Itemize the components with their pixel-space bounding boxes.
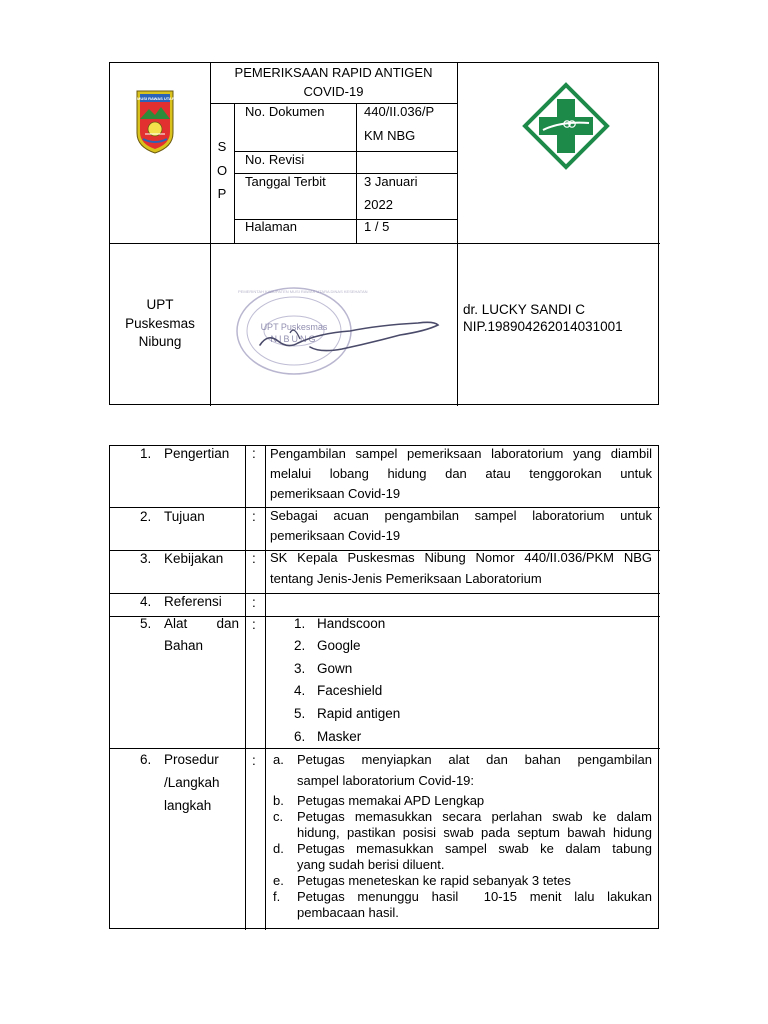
signatory-name: dr. LUCKY SANDI C (463, 302, 586, 317)
sop-letter-o: O (216, 163, 228, 178)
step-d-letter: d. (273, 841, 284, 856)
step-a-line2: sampel laboratorium Covid-19: (297, 773, 475, 788)
material-item-5-number: 5. (294, 706, 306, 721)
section-number-5: 5. (140, 616, 152, 631)
material-item-1: Handscoon (317, 616, 386, 631)
doc-number-value-line2: KM NBG (364, 128, 416, 143)
section-text-3-line2: tentang Jenis-Jenis Pemeriksaan Laboratorium (270, 571, 542, 586)
section-number-1: 1. (140, 446, 152, 461)
section-label-2: Tujuan (164, 509, 205, 524)
doc-number-label: No. Dokumen (245, 104, 325, 119)
material-item-6-number: 6. (294, 729, 306, 744)
material-item-3: Gown (317, 661, 353, 676)
material-item-5: Rapid antigen (317, 706, 401, 721)
step-e-line1: Petugas meneteskan ke rapid sebanyak 3 tetes (297, 873, 571, 888)
material-item-4-number: 4. (294, 683, 306, 698)
step-f-line1: Petugas menunggu hasil 10-15 menit lalu lakukan (297, 889, 652, 904)
material-item-2: Google (317, 638, 361, 653)
page-value: 1 / 5 (364, 219, 390, 234)
issue-date-value-line1: 3 Januari (364, 174, 418, 189)
institution-line1: UPT (146, 297, 174, 312)
section-number-4: 4. (140, 594, 152, 609)
step-f-line2: pembacaan hasil. (297, 905, 399, 920)
section-number-6: 6. (140, 752, 152, 767)
sop-letter-s: S (217, 139, 227, 154)
section-text-2-line2: pemeriksaan Covid-19 (270, 528, 401, 543)
section-label-6-line1: Prosedur (164, 752, 219, 767)
section-label-4: Referensi (164, 594, 222, 609)
stamp-text-top: UPT Puskesmas (260, 322, 328, 332)
doc-number-value-line1: 440/II.036/P (364, 104, 435, 119)
section-label-5-line1: Alat dan (164, 616, 239, 631)
sop-title-line2: COVID-19 (303, 84, 364, 99)
section-label-3: Kebijakan (164, 551, 224, 566)
section-text-3-line1: SK Kepala Puskesmas Nibung Nomor 440/II.036/PKM NBG (270, 550, 652, 565)
section-text-2-line1: Sebagai acuan pengambilan sampel laboratorium untuk (270, 508, 652, 523)
sop-letter-p: P (217, 186, 227, 201)
step-d-line2: yang sudah berisi diluent. (297, 857, 445, 872)
section-label-1: Pengertian (164, 446, 230, 461)
section-label-6-line3: langkah (164, 798, 212, 813)
section-label-6-line2: /Langkah (164, 775, 220, 790)
step-c-letter: c. (273, 809, 284, 824)
step-c-line2: hidung, pastikan posisi swab pada septum bawah hidung (297, 825, 652, 840)
section-number-3: 3. (140, 551, 152, 566)
section-colon-1: : (252, 446, 256, 461)
institution-line2: Puskesmas (125, 316, 195, 331)
regency-emblem-caption: MUSI RAWAS UTARA (137, 96, 178, 101)
step-a-line1: Petugas menyiapkan alat dan bahan pengambilan (297, 752, 652, 767)
step-d-line1: Petugas memasukkan sampel swab ke dalam tabung (297, 841, 652, 856)
section-number-2: 2. (140, 509, 152, 524)
section-label-5-line2: Bahan (164, 638, 204, 653)
signature (250, 303, 450, 363)
section-colon-3: : (252, 551, 256, 566)
health-cross-icon (523, 83, 609, 169)
stamp-ring-text: PEMERINTAH KABUPATEN MUSI RAWAS UTARA DINAS KESEHATAN (238, 289, 368, 294)
section-colon-5: : (252, 617, 256, 632)
material-item-1-number: 1. (294, 616, 306, 631)
stamp-text-bottom: NIBUNG (270, 334, 318, 344)
step-e-letter: e. (273, 873, 284, 888)
sop-header-table (109, 62, 659, 405)
section-text-1-line2: melalui lobang hidung dan atau tenggorokan untuk (270, 466, 652, 481)
step-c-line1: Petugas memasukkan secara perlahan swab ke dalam (297, 809, 652, 824)
section-colon-2: : (252, 509, 256, 524)
signatory-nip: NIP.198904262014031001 (463, 319, 623, 334)
puskesmas-logo (523, 83, 609, 169)
handwritten-signature-icon (250, 303, 450, 363)
revision-label: No. Revisi (245, 152, 305, 167)
section-colon-4: : (252, 595, 256, 610)
section-text-1-line1: Pengambilan sampel pemeriksaan laboratorium yang diambil (270, 446, 652, 461)
material-item-2-number: 2. (294, 638, 306, 653)
step-f-letter: f. (273, 889, 281, 904)
page-label: Halaman (245, 219, 298, 234)
step-b-letter: b. (273, 793, 284, 808)
sop-title-line1: PEMERIKSAAN RAPID ANTIGEN (234, 65, 433, 80)
material-item-3-number: 3. (294, 661, 306, 676)
issue-date-value-line2: 2022 (364, 197, 393, 212)
material-item-4: Faceshield (317, 683, 383, 698)
section-text-1-line3: pemeriksaan Covid-19 (270, 486, 401, 501)
sop-content-table (109, 445, 659, 929)
step-b-line1: Petugas memakai APD Lengkap (297, 793, 485, 808)
institution-line3: Nibung (138, 334, 182, 349)
issue-date-label: Tanggal Terbit (245, 174, 326, 189)
section-colon-6: : (252, 753, 256, 768)
material-item-6: Masker (317, 729, 362, 744)
step-a-letter: a. (273, 752, 284, 767)
